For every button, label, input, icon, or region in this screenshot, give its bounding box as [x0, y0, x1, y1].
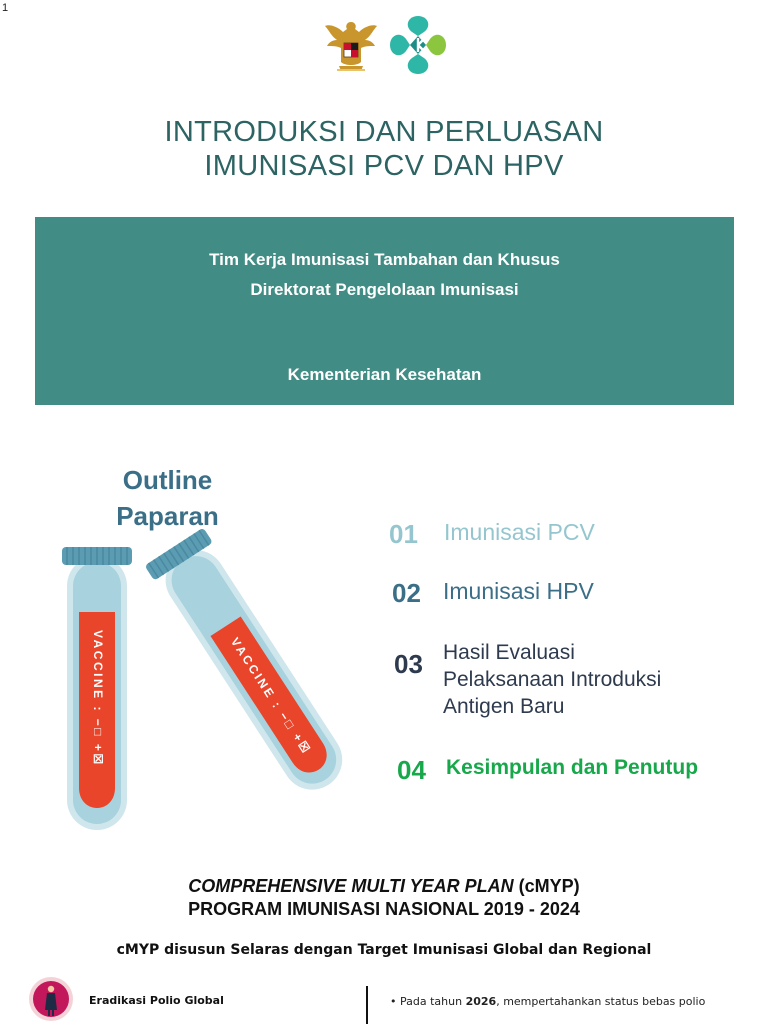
outline-item-4-label: Kesimpulan dan Penutup [446, 756, 699, 779]
footer-left-label: Eradikasi Polio Global [89, 994, 224, 1007]
footer-right-prefix: Pada tahun [400, 995, 466, 1008]
outline-item-1-number: 01 [389, 519, 418, 549]
footer-bullet: • [390, 995, 397, 1008]
outline-item-2-label: Imunisasi HPV [443, 578, 594, 604]
document-title-line2: IMUNISASI PCV DAN HPV [204, 150, 564, 182]
footer-right-text [390, 995, 705, 1008]
cmyp-title-line1 [0, 876, 768, 897]
outline-title-line2: Paparan [116, 501, 219, 531]
vaccine-tube-left-icon [62, 547, 132, 830]
outline-item-3-line1: Hasil Evaluasi [443, 641, 575, 664]
cmyp-title-italic: COMPREHENSIVE MULTI YEAR PLAN [188, 876, 514, 896]
vaccine-tubes-illustration [55, 542, 315, 842]
info-banner [35, 217, 734, 405]
outline-item-3-label [443, 639, 661, 720]
page-number: 1 [2, 2, 9, 14]
footer-right-suffix: , mempertahankan status bebas polio [496, 995, 706, 1008]
footer-right-year: 2026 [465, 995, 497, 1008]
garuda-emblem-icon [323, 16, 379, 74]
footer-divider [366, 986, 368, 1024]
tube-label-right: VACCINE : −□ +☒ [227, 635, 315, 758]
outline-title-line1: Outline [122, 465, 213, 495]
banner-directorate: Direktorat Pengelolaan Imunisasi [250, 280, 519, 299]
outline-item-1-label: Imunisasi PCV [444, 519, 595, 545]
cmyp-title-suffix: (cMYP) [513, 876, 580, 896]
outline-item-3-number: 03 [394, 649, 423, 679]
tube-label-left: VACCINE : −□ +☒ [91, 630, 105, 767]
outline-item-4-number: 04 [397, 755, 426, 785]
vaccine-tube-right-icon [144, 528, 357, 804]
cmyp-title-line2: PROGRAM IMUNISASI NASIONAL 2019 - 2024 [188, 899, 580, 919]
outline-item-3-line3: Antigen Baru [443, 695, 565, 718]
kemenkes-logo-icon [388, 14, 448, 76]
document-title-line1: INTRODUKSI DAN PERLUASAN [164, 116, 604, 148]
banner-ministry: Kementerian Kesehatan [287, 365, 482, 384]
outline-item-2-number: 02 [392, 578, 421, 608]
polio-avatar-icon [28, 976, 74, 1022]
cmyp-subtitle: cMYP disusun Selaras dengan Target Imunisasi Global dan Regional [116, 942, 652, 958]
outline-item-3-line2: Pelaksanaan Introduksi [443, 668, 662, 691]
banner-team: Tim Kerja Imunisasi Tambahan dan Khusus [209, 250, 560, 269]
